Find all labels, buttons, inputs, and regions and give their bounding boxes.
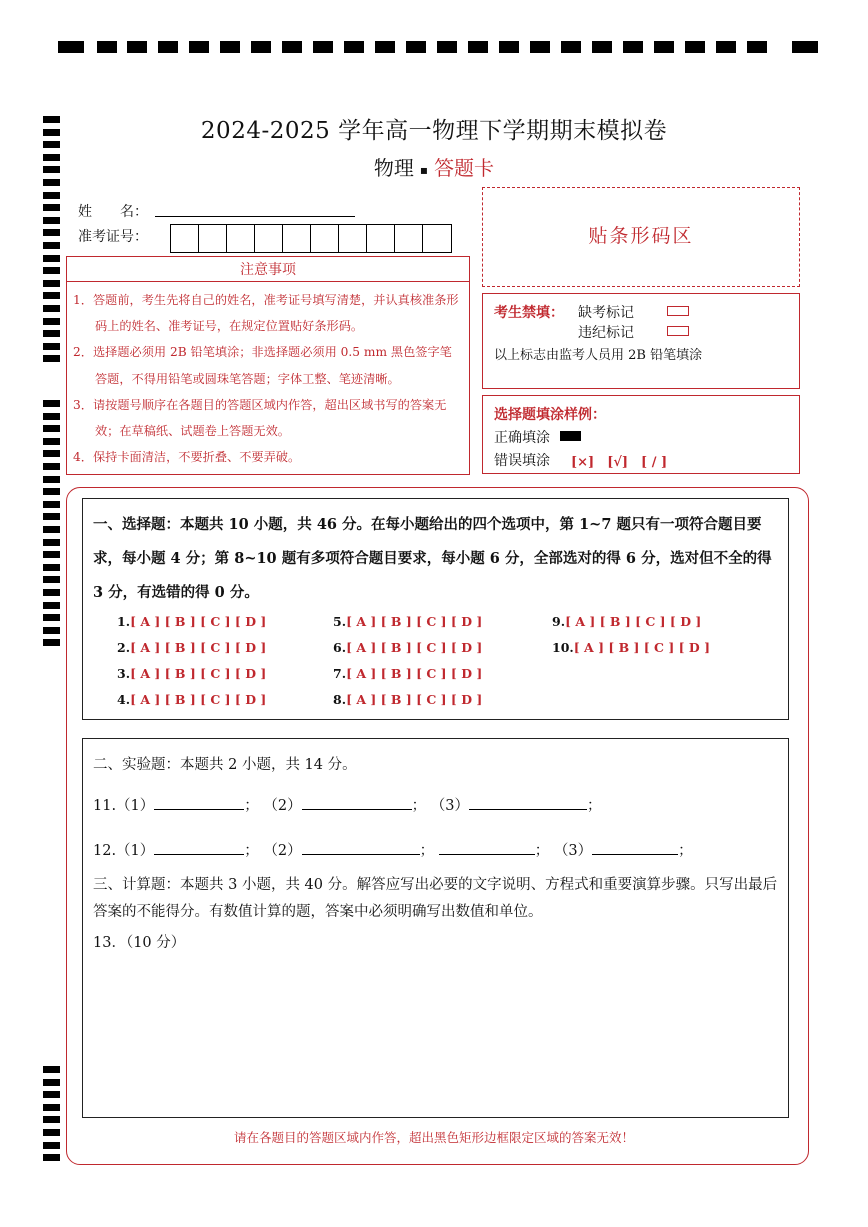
timing-mark [43, 217, 60, 224]
timing-mark [43, 639, 60, 646]
timing-mark [43, 318, 60, 325]
timing-mark [43, 400, 60, 407]
timing-mark [43, 255, 60, 262]
wrong-fill-marks: [×] [√] [ / ] [571, 455, 668, 470]
page-title: 2024-2025 学年高一物理下学期期末模拟卷 [200, 118, 668, 144]
timing-mark [43, 242, 60, 249]
answer-blank[interactable] [302, 795, 412, 810]
page-subtitle [0, 152, 868, 181]
timing-mark [43, 627, 60, 634]
notice-item: 1．答题前，考生先将自己的姓名，准考证号填写清楚，并认真核准条形码上的姓名、准考证号，在规定位置贴好条形码。 [73, 293, 459, 334]
absent-mark-box[interactable] [667, 306, 689, 316]
correct-fill-mark [560, 431, 581, 441]
timing-mark [43, 614, 60, 621]
timing-mark [43, 463, 60, 470]
name-input-line[interactable] [155, 216, 355, 217]
timing-mark [43, 1154, 60, 1161]
notice-item: 3．请按题号顺序在各题目的答题区域内作答，超出区域书写的答案无效；在草稿纸、试题卷上答题无效。 [73, 397, 447, 439]
examiner-note: 以上标志由监考人员用 2B 铅笔填涂 [494, 348, 703, 363]
choice-question[interactable]: 8.[ A ] [ B ] [ C ] [ D ] [333, 692, 483, 707]
timing-mark [43, 450, 60, 457]
choice-question[interactable]: 9.[ A ] [ B ] [ C ] [ D ] [552, 614, 702, 629]
timing-mark [43, 330, 60, 337]
section3-instructions: 三、计算题：本题共 3 小题，共 40 分。解答应写出必要的文字说明、方程式和重要演算步骤。只写出最后答案的不能得分。有数值计算的题，答案中必须明确写出数值和单位。 [93, 877, 778, 920]
correct-fill-label: 正确填涂 [494, 430, 550, 446]
timing-mark [43, 425, 60, 432]
timing-mark [43, 488, 60, 495]
examiner-only-title: 考生禁填： [494, 305, 564, 321]
timing-mark [43, 602, 60, 609]
timing-mark [43, 413, 60, 420]
answer-blank[interactable] [592, 840, 678, 855]
exam-id-boxes[interactable] [170, 224, 452, 253]
barcode-area: 贴条形码区 [482, 187, 800, 287]
answer-blank[interactable] [302, 840, 420, 855]
answer-blank[interactable] [154, 795, 244, 810]
violation-mark-box[interactable] [667, 326, 689, 336]
timing-mark [43, 501, 60, 508]
notice-item: 2．选择题必须用 2B 铅笔填涂；非选择题必须用 0.5 mm 黑色签字笔答题，不得用铅笔或圆珠笔答题；字体工整、笔迹清晰。 [73, 345, 452, 386]
answer-blank[interactable] [469, 795, 587, 810]
timing-mark [43, 343, 60, 350]
violation-mark-label: 违纪标记 [578, 325, 634, 341]
timing-mark [43, 305, 60, 312]
choice-question[interactable]: 6.[ A ] [ B ] [ C ] [ D ] [333, 640, 483, 655]
timing-mark [43, 1116, 60, 1123]
timing-marks-top [58, 41, 820, 55]
answer-card-label: 答题卡 [434, 156, 495, 180]
timing-mark [43, 355, 60, 362]
timing-mark [43, 280, 60, 287]
exam-id-label: 准考证号： [78, 229, 148, 245]
wrong-fill-label: 错误填涂 [494, 453, 550, 469]
timing-mark [43, 204, 60, 211]
fill-sample-box [482, 395, 800, 474]
answer-blank[interactable] [439, 840, 535, 855]
fill-sample-title: 选择题填涂样例： [494, 407, 606, 423]
timing-mark [43, 564, 60, 571]
choice-question[interactable]: 3.[ A ] [ B ] [ C ] [ D ] [117, 666, 267, 681]
timing-mark [43, 1079, 60, 1086]
choice-question[interactable]: 1.[ A ] [ B ] [ C ] [ D ] [117, 614, 267, 629]
question-13-answer-area[interactable] [90, 955, 780, 1110]
timing-mark [43, 1066, 60, 1073]
timing-mark [43, 526, 60, 533]
name-label: 姓 名： [78, 204, 148, 220]
timing-mark [43, 229, 60, 236]
timing-mark [43, 292, 60, 299]
timing-mark [43, 192, 60, 199]
choice-question[interactable]: 7.[ A ] [ B ] [ C ] [ D ] [333, 666, 483, 681]
timing-mark [43, 1104, 60, 1111]
question-12: 12.（1） ； （2） ； ； （3） ； [93, 839, 693, 860]
choice-question[interactable]: 5.[ A ] [ B ] [ C ] [ D ] [333, 614, 483, 629]
choice-question[interactable]: 10.[ A ] [ B ] [ C ] [ D ] [552, 640, 710, 655]
timing-mark [43, 267, 60, 274]
timing-mark [43, 513, 60, 520]
section2-instructions: 二、实验题：本题共 2 小题，共 14 分。 [93, 757, 357, 773]
timing-mark [43, 589, 60, 596]
timing-mark [43, 476, 60, 483]
subject-label: 物理 [373, 156, 414, 180]
question-11: 11.（1） ； （2） ； （3） ； [93, 794, 601, 815]
answer-blank[interactable] [154, 840, 244, 855]
choice-question[interactable]: 2.[ A ] [ B ] [ C ] [ D ] [117, 640, 267, 655]
timing-mark [43, 551, 60, 558]
timing-mark [43, 539, 60, 546]
examiner-only-box [482, 293, 800, 389]
timing-mark [43, 576, 60, 583]
separator-dot: ▪ [419, 162, 429, 177]
notice-item: 4．保持卡面清洁，不要折叠、不要弄破。 [73, 450, 301, 465]
section1-instructions: 一、选择题：本题共 10 小题，共 46 分。在每小题给出的四个选项中，第 1~7 题只有一项符合题目要求，每小题 4 分；第 8~10 题有多项符合题目要求，每小题 6 分，全部选对的得 6 分，选对但不全的得 3 分，有选错的得 0 分。 [93, 516, 772, 601]
notice-body [66, 282, 470, 475]
absent-mark-label: 缺考标记 [578, 305, 634, 321]
choice-question[interactable]: 4.[ A ] [ B ] [ C ] [ D ] [117, 692, 267, 707]
timing-mark [43, 1091, 60, 1098]
footer-warning: 请在各题目的答题区域内作答，超出黑色矩形边框限定区域的答案无效！ [233, 1130, 634, 1145]
timing-mark [43, 438, 60, 445]
question-13-label: 13．（10 分） [93, 935, 186, 951]
notice-heading: 注意事项 [66, 256, 470, 282]
